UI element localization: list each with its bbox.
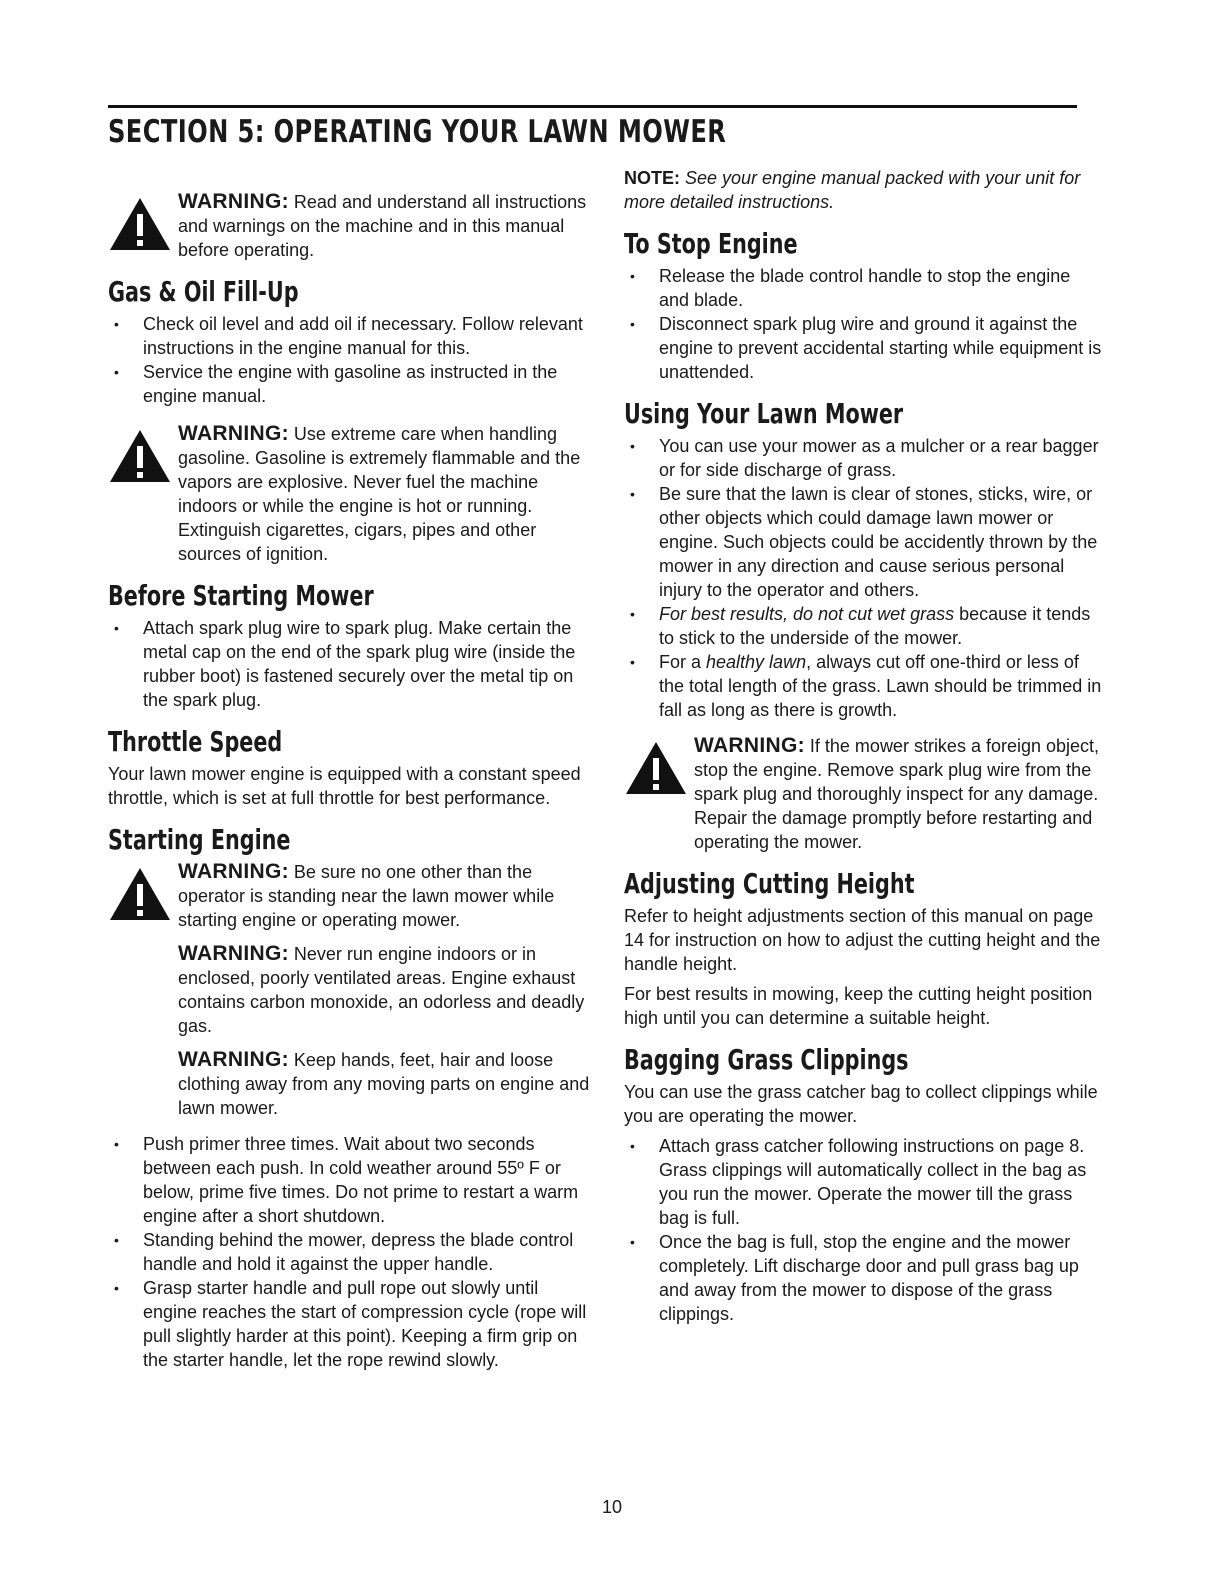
list-item: • Be sure that the lawn is clear of stones, sticks, wire, or other objects which could damage lawn mower or engine. Such objects could be accidently thrown by the mower in any direction and cause serious personal injury to the operator and others. <box>630 484 1098 600</box>
warning-triangle-icon <box>108 196 172 252</box>
bagging-text: You can use the grass catcher bag to collect clippings while you are operating the mower. <box>624 1082 1098 1126</box>
heading-gas-oil: Gas & Oil Fill-Up <box>108 275 299 308</box>
warning-triangle-icon <box>624 740 688 796</box>
heading-before-starting: Before Starting Mower <box>108 579 374 612</box>
top-rule <box>108 105 1077 108</box>
cutting-height-text-1: Refer to height adjustments section of this manual on page 14 for instruction on how to adjust the cutting height and the handle height. <box>624 906 1101 974</box>
list-item: • For best results, do not cut wet grass because it tends to stick to the underside of the mower. <box>630 604 1091 648</box>
warning-text: Be sure no one other than the operator is standing near the lawn mower while starting engine or operating mower. <box>178 862 555 930</box>
note <box>624 166 1102 214</box>
warning-block-bystanders <box>108 860 590 932</box>
bagging-list <box>624 1134 1102 1326</box>
warning-text: If the mower strikes a foreign object, stop the engine. Remove spark plug wire from the spark plug and thoroughly inspect for any damage. Repair the damage promptly before restarting and operating the mower. <box>694 736 1100 852</box>
heading-bagging: Bagging Grass Clippings <box>624 1043 909 1076</box>
list-item: • For a healthy lawn, always cut off one-third or less of the total length of the grass. Lawn should be trimmed in fall as long as there is growth. <box>630 652 1102 720</box>
using-mower-list <box>624 434 1102 722</box>
starting-engine-list <box>108 1132 590 1372</box>
list-item: • Attach spark plug wire to spark plug. Make certain the metal cap on the end of the spark plug wire (inside the rubber boot) is fastened securely over the metal tip on the spark plug. <box>114 618 576 710</box>
warning-block-intro <box>108 190 590 262</box>
warning-triangle-icon <box>108 428 172 484</box>
heading-stop-engine: To Stop Engine <box>624 227 798 260</box>
warning-label: WARNING: <box>178 1048 289 1071</box>
left-column <box>108 184 590 1372</box>
list-item: • Disconnect spark plug wire and ground it against the engine to prevent accidental starting while equipment is unattended. <box>630 314 1102 382</box>
warning-text: Use extreme care when handling gasoline. Gasoline is extremely flammable and the vapors are explosive. Never fuel the machine indoors or while the engine is hot or running. Extinguish cigarettes, cigars, pipes and other sources of ignition. <box>178 424 581 564</box>
warning-block-moving-parts <box>108 1048 590 1120</box>
heading-starting-engine: Starting Engine <box>108 823 291 856</box>
warning-text: Keep hands, feet, hair and loose clothing away from any moving parts on engine and lawn mower. <box>178 1050 590 1118</box>
list-item: • Once the bag is full, stop the engine and the mower completely. Lift discharge door and pull grass bag up and away from the mower to dispose of the grass clippings. <box>630 1232 1079 1324</box>
warning-block-foreign-object <box>624 734 1102 854</box>
list-item: • Push primer three times. Wait about two seconds between each push. In cold weather around 55º F or below, prime five times. Do not prime to restart a warm engine after a short shutdown. <box>114 1134 579 1226</box>
heading-throttle: Throttle Speed <box>108 725 283 758</box>
note-label: NOTE: <box>624 168 680 188</box>
warning-label: WARNING: <box>178 190 289 213</box>
warning-block-gasoline <box>108 422 590 566</box>
right-column <box>624 166 1102 1326</box>
warning-text: Read and understand all instructions and warnings on the machine and in this manual before operating. <box>178 192 587 260</box>
warning-label: WARNING: <box>694 734 805 757</box>
list-item: • Attach grass catcher following instructions on page 8. Grass clippings will automatically collect in the bag as you run the mower. Operate the mower till the grass bag is full. <box>630 1136 1087 1228</box>
warning-text: Never run engine indoors or in enclosed, poorly ventilated areas. Engine exhaust contains carbon monoxide, an odorless and deadly gas. <box>178 944 585 1036</box>
gas-oil-list <box>108 312 590 408</box>
list-item: • Release the blade control handle to stop the engine and blade. <box>630 266 1071 310</box>
warning-label: WARNING: <box>178 860 289 883</box>
section-title: SECTION 5: OPERATING YOUR LAWN MOWER <box>108 114 727 150</box>
heading-cutting-height: Adjusting Cutting Height <box>624 867 915 900</box>
list-item: • Standing behind the mower, depress the blade control handle and hold it against the upper handle. <box>114 1230 574 1274</box>
list-item: • You can use your mower as a mulcher or a rear bagger or for side discharge of grass. <box>630 436 1099 480</box>
stop-engine-list <box>624 264 1102 384</box>
page-number: 10 <box>601 1497 623 1517</box>
warning-label: WARNING: <box>178 942 289 965</box>
warning-label: WARNING: <box>178 422 289 445</box>
warning-block-exhaust <box>108 942 590 1038</box>
throttle-text: Your lawn mower engine is equipped with a constant speed throttle, which is set at full throttle for best performance. <box>108 764 581 808</box>
before-starting-list <box>108 616 590 712</box>
list-item: • Service the engine with gasoline as instructed in the engine manual. <box>114 362 558 406</box>
heading-using-mower: Using Your Lawn Mower <box>624 397 904 430</box>
list-item: • Grasp starter handle and pull rope out slowly until engine reaches the start of compression cycle (rope will pull slightly harder at this point). Keeping a firm grip on the starter handle, let the rope rewind slowly. <box>114 1278 587 1370</box>
cutting-height-text-2: For best results in mowing, keep the cutting height position high until you can determine a suitable height. <box>624 984 1093 1028</box>
warning-triangle-icon <box>108 866 172 922</box>
note-text: See your engine manual packed with your unit for more detailed instructions. <box>624 168 1081 212</box>
list-item: • Check oil level and add oil if necessary. Follow relevant instructions in the engine manual for this. <box>114 314 583 358</box>
